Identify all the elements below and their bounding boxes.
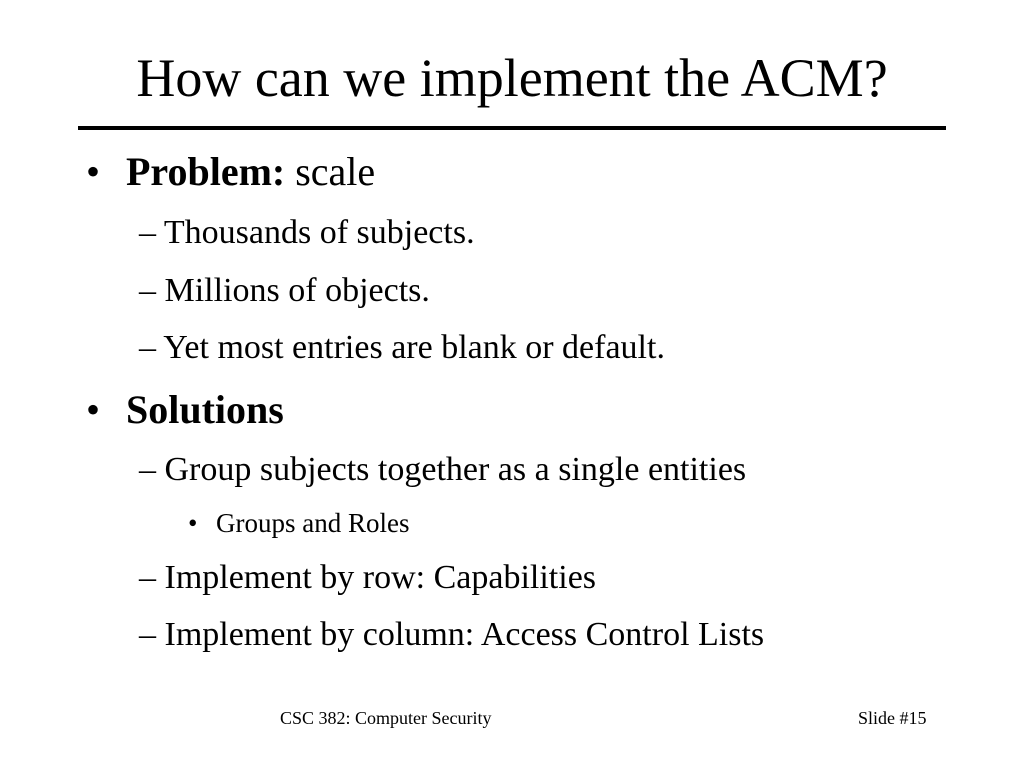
dash-marker: – [139,214,156,251]
subitem-text: Thousands of subjects. [163,214,475,251]
subitem-text: Millions of objects. [164,272,430,309]
subitem-blank [139,327,665,369]
bullet-solutions-label: Solutions [126,387,284,432]
bullet-problem-label: Problem: [126,149,286,194]
subsubitem-text: Groups and Roles [216,508,410,538]
dash-marker: – [139,272,156,309]
subitem-text: Implement by row: Capabilities [164,559,597,596]
bullet-solutions [86,386,284,434]
bullet-problem [86,148,376,196]
subitem-text: Implement by column: Access Control Lists [164,616,765,653]
subitem-millions [139,270,430,312]
subitem-group-subjects [139,449,746,491]
subitem-by-row [139,557,596,599]
dash-marker: – [139,559,156,596]
dash-marker: – [139,329,156,366]
subsubitem-groups-roles [188,506,410,540]
subitem-by-column [139,614,764,656]
subitem-thousands [139,212,475,254]
bullet-dot-icon: • [86,387,101,432]
dash-marker: – [139,451,156,488]
dash-marker: – [139,616,156,653]
subitem-text: Yet most entries are blank or default. [163,329,665,366]
footer-slide-number: Slide #15 [858,708,927,728]
bullet-dot-icon: • [86,149,101,194]
bullet-dot-icon: • [188,508,198,538]
subitem-text: Group subjects together as a single entities [164,451,747,488]
bullet-problem-text: scale [285,149,376,194]
slide-title: How can we implement the ACM? [136,48,888,108]
footer-course: CSC 382: Computer Security [280,708,492,728]
